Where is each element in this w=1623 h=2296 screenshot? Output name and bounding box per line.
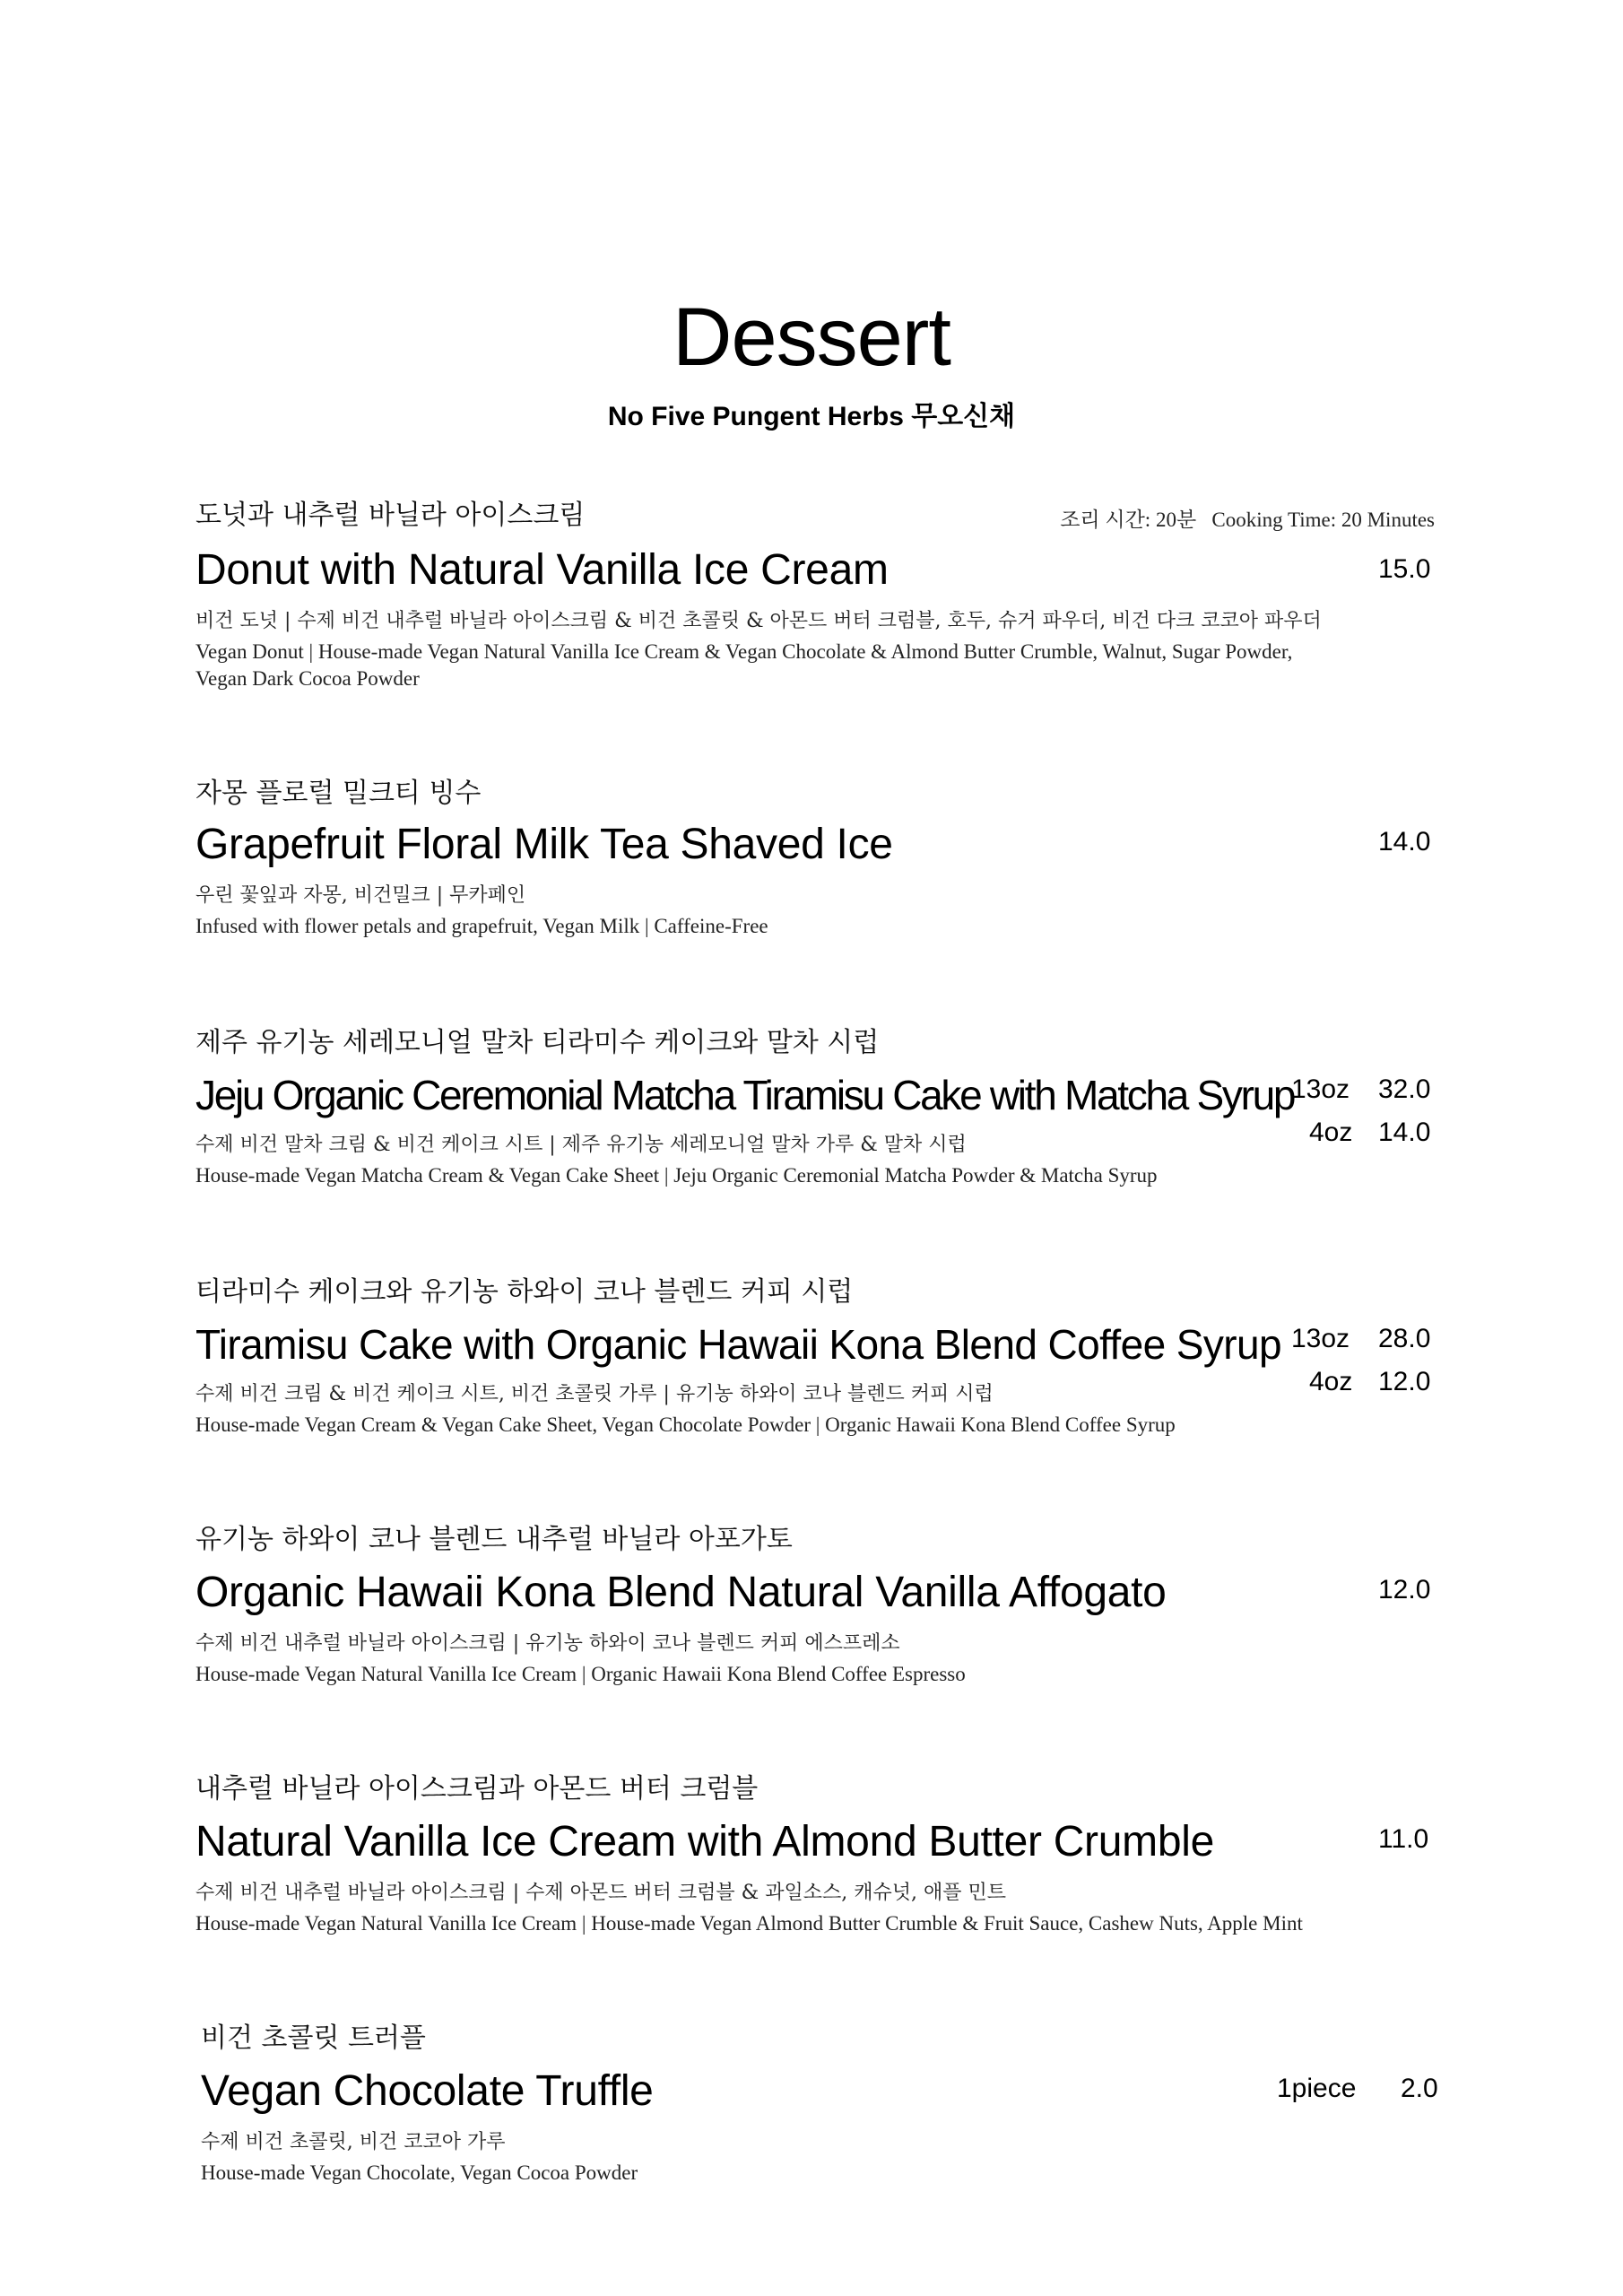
item-description-english: House-made Vegan Matcha Cream & Vegan Cake Sheet | Jeju Organic Ceremonial Matcha Powder & Matcha Syrup xyxy=(195,1164,1158,1187)
menu-item xyxy=(0,780,1623,951)
item-price: 2.0 xyxy=(1401,2074,1438,2103)
item-name-english: Jeju Organic Ceremonial Matcha Tiramisu Cake with Matcha Syrup xyxy=(195,1072,1295,1118)
item-name-korean: 티라미수 케이크와 유기농 하와이 코나 블렌드 커피 시럽 xyxy=(195,1276,854,1308)
item-name-korean: 내추럴 바닐라 아이스크림과 아몬드 버터 크럼블 xyxy=(195,1773,759,1805)
item-name-korean: 비건 초콜릿 트러플 xyxy=(201,2022,426,2054)
page-title: Dessert xyxy=(673,291,950,383)
item-description-english: House-made Vegan Natural Vanilla Ice Cream | Organic Hawaii Kona Blend Coffee Espresso xyxy=(195,1663,966,1685)
item-size: 4oz xyxy=(1309,1367,1353,1396)
item-price: 11.0 xyxy=(1378,1824,1429,1854)
item-name-english: Grapefruit Floral Milk Tea Shaved Ice xyxy=(195,821,893,868)
item-size: 1piece xyxy=(1277,2074,1357,2103)
item-size: 4oz xyxy=(1309,1118,1353,1147)
item-description-korean: 수제 비건 내추럴 바닐라 아이스크림 | 유기농 하와이 코나 블렌드 커피 에스프레소 xyxy=(195,1632,900,1655)
menu-item xyxy=(0,502,1623,700)
item-description-english: Infused with flower petals and grapefruit, Vegan Milk | Caffeine-Free xyxy=(195,915,768,937)
item-price: 32.0 xyxy=(1378,1074,1431,1104)
item-name-english: Organic Hawaii Kona Blend Natural Vanilla Affogato xyxy=(195,1569,1167,1616)
item-price: 28.0 xyxy=(1378,1324,1431,1353)
menu-item xyxy=(0,1526,1623,1697)
item-name-english: Natural Vanilla Ice Cream with Almond Butter Crumble xyxy=(195,1818,1214,1866)
item-name-korean: 유기농 하와이 코나 블렌드 내추럴 바닐라 아포가토 xyxy=(195,1524,793,1555)
item-name-english: Tiramisu Cake with Organic Hawaii Kona Blend Coffee Syrup xyxy=(195,1321,1281,1368)
item-name-english: Donut with Natural Vanilla Ice Cream xyxy=(195,546,889,594)
item-description-english: Vegan Dark Cocoa Powder xyxy=(195,667,420,690)
item-description-korean: 비건 도넛 | 수제 비건 내추럴 바닐라 아이스크림 & 비건 초콜릿 & 아몬드 버터 크럼블, 호두, 슈거 파우더, 비건 다크 코코아 파우더 xyxy=(195,610,1322,632)
item-price: 15.0 xyxy=(1378,554,1431,584)
cooking-time-note: 조리 시간: 20분 Cooking Time: 20 Minutes xyxy=(1060,509,1435,531)
item-name-korean: 제주 유기농 세레모니얼 말차 티라미수 케이크와 말차 시럽 xyxy=(195,1027,880,1058)
item-size: 13oz xyxy=(1291,1324,1350,1353)
item-name-korean: 자몽 플로럴 밀크티 빙수 xyxy=(195,778,482,809)
page-subtitle: No Five Pungent Herbs 무오신채 xyxy=(607,402,1016,431)
menu-item xyxy=(0,2022,1623,2196)
item-price: 14.0 xyxy=(1378,1118,1431,1147)
item-name-korean: 도넛과 내추럴 바닐라 아이스크림 xyxy=(195,500,586,531)
item-description-english: House-made Vegan Natural Vanilla Ice Cream | House-made Vegan Almond Butter Crumble & Fruit Sauce, Cashew Nuts, Apple Mint xyxy=(195,1912,1303,1935)
menu-item xyxy=(0,1027,1623,1200)
item-description-korean: 우린 꽃잎과 자몽, 비건밀크 | 무카페인 xyxy=(195,884,526,907)
item-description-english: House-made Vegan Cream & Vegan Cake Sheet, Vegan Chocolate Powder | Organic Hawaii Kona Blend Coffee Syrup xyxy=(195,1413,1176,1436)
item-price: 12.0 xyxy=(1378,1367,1431,1396)
item-description-korean: 수제 비건 말차 크림 & 비건 케이크 시트 | 제주 유기농 세레모니얼 말차 가루 & 말차 시럽 xyxy=(195,1134,967,1156)
item-description-korean: 수제 비건 초콜릿, 비건 코코아 가루 xyxy=(201,2131,506,2153)
item-price: 12.0 xyxy=(1378,1575,1431,1605)
menu-item xyxy=(0,1276,1623,1449)
item-description-korean: 수제 비건 크림 & 비건 케이크 시트, 비건 초콜릿 가루 | 유기농 하와이 코나 블렌드 커피 시럽 xyxy=(195,1383,994,1405)
item-price: 14.0 xyxy=(1378,827,1431,857)
item-description-english: Vegan Donut | House-made Vegan Natural Vanilla Ice Cream & Vegan Chocolate & Almond Butter Crumble, Walnut, Sugar Powder, xyxy=(195,640,1293,663)
menu-item xyxy=(0,1773,1623,1946)
item-name-english: Vegan Chocolate Truffle xyxy=(201,2067,654,2115)
item-size: 13oz xyxy=(1291,1074,1350,1104)
item-description-korean: 수제 비건 내추럴 바닐라 아이스크림 | 수제 아몬드 버터 크럼블 & 과일소스, 캐슈넛, 애플 민트 xyxy=(195,1882,1006,1904)
item-description-english: House-made Vegan Chocolate, Vegan Cocoa Powder xyxy=(201,2161,638,2184)
